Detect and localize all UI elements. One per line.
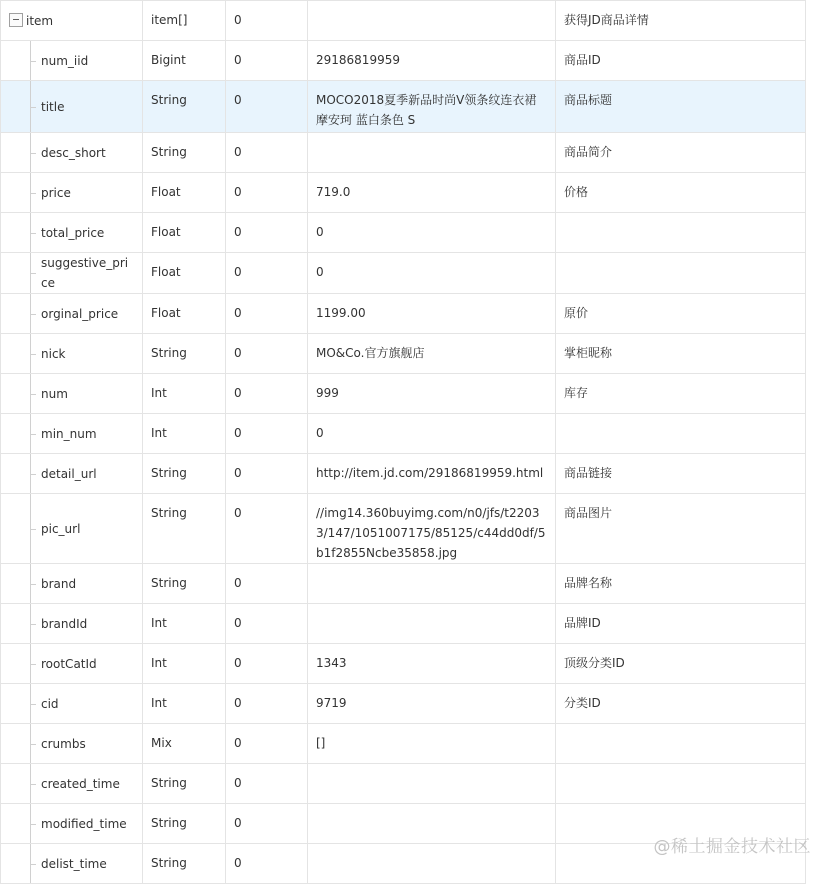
field-example [308, 764, 556, 804]
field-name-cell [1, 604, 143, 644]
field-example: 999 [308, 374, 556, 414]
field-type: String [143, 844, 226, 884]
table-row [1, 1, 806, 41]
field-type: Int [143, 374, 226, 414]
field-required: 0 [226, 644, 308, 684]
field-example: 29186819959 [308, 41, 556, 81]
table-row [1, 724, 806, 764]
field-name: brand [41, 576, 77, 591]
field-type: Float [143, 173, 226, 213]
table-row [1, 564, 806, 604]
collapse-icon[interactable] [9, 13, 23, 27]
field-description [556, 213, 806, 253]
field-required: 0 [226, 334, 308, 374]
field-type: String [143, 81, 226, 133]
field-name: min_num [41, 426, 97, 441]
field-required: 0 [226, 844, 308, 884]
field-example: MO&Co.官方旗舰店 [308, 334, 556, 374]
field-name-cell [1, 804, 143, 844]
field-required: 0 [226, 294, 308, 334]
field-example: [] [308, 724, 556, 764]
field-required: 0 [226, 494, 308, 564]
field-name-cell [1, 644, 143, 684]
field-name-cell [1, 414, 143, 454]
field-example: http://item.jd.com/29186819959.html [308, 454, 556, 494]
field-type: Int [143, 604, 226, 644]
field-required: 0 [226, 173, 308, 213]
table-row [1, 294, 806, 334]
field-name: modified_time [41, 816, 127, 831]
field-name-cell [1, 844, 143, 884]
field-type: Float [143, 294, 226, 334]
field-type: String [143, 494, 226, 564]
field-name: title [41, 99, 65, 114]
table-row [1, 334, 806, 374]
field-description: 商品标题 [556, 81, 806, 133]
field-description [556, 414, 806, 454]
field-description [556, 253, 806, 294]
field-name: crumbs [41, 736, 86, 751]
field-name: pic_url [41, 521, 81, 536]
field-example [308, 133, 556, 173]
field-description: 商品图片 [556, 494, 806, 564]
field-type: Float [143, 213, 226, 253]
field-name-cell [1, 213, 143, 253]
field-required: 0 [226, 804, 308, 844]
table-row [1, 374, 806, 414]
field-name-cell [1, 494, 143, 564]
field-example [308, 604, 556, 644]
field-name-cell [1, 334, 143, 374]
field-description [556, 724, 806, 764]
field-example: 0 [308, 253, 556, 294]
field-required: 0 [226, 253, 308, 294]
field-example: 9719 [308, 684, 556, 724]
field-description: 顶级分类ID [556, 644, 806, 684]
field-name-cell [1, 294, 143, 334]
table-row [1, 41, 806, 81]
field-name-cell [1, 173, 143, 213]
field-name-cell [1, 374, 143, 414]
field-required: 0 [226, 764, 308, 804]
field-required: 0 [226, 41, 308, 81]
field-type: String [143, 764, 226, 804]
field-type: Float [143, 253, 226, 294]
field-name-cell [1, 253, 143, 294]
field-name-cell [1, 454, 143, 494]
table-row [1, 454, 806, 494]
table-row [1, 764, 806, 804]
field-required: 0 [226, 564, 308, 604]
field-name-cell [1, 1, 143, 41]
field-description: 获得JD商品详情 [556, 1, 806, 41]
field-name: detail_url [41, 466, 97, 481]
field-name-cell [1, 684, 143, 724]
field-required: 0 [226, 604, 308, 644]
field-example [308, 1, 556, 41]
field-name: brandId [41, 616, 88, 631]
table-row [1, 414, 806, 454]
field-description: 品牌名称 [556, 564, 806, 604]
field-required: 0 [226, 724, 308, 764]
field-name: delist_time [41, 856, 107, 871]
field-type: Bigint [143, 41, 226, 81]
table-row [1, 253, 806, 294]
field-type: item[] [143, 1, 226, 41]
field-type: Int [143, 644, 226, 684]
field-required: 0 [226, 414, 308, 454]
field-name: nick [41, 346, 66, 361]
field-name: total_price [41, 225, 105, 240]
field-name-cell [1, 764, 143, 804]
field-example: MOCO2018夏季新品时尚V领条纹连衣裙摩安珂 蓝白条色 S [308, 81, 556, 133]
field-name: created_time [41, 776, 120, 791]
field-type: String [143, 133, 226, 173]
field-example: 0 [308, 213, 556, 253]
field-required: 0 [226, 213, 308, 253]
field-description: 商品链接 [556, 454, 806, 494]
field-name: suggestive_price [41, 256, 129, 290]
field-name: num [41, 386, 68, 401]
field-example [308, 564, 556, 604]
field-description: 库存 [556, 374, 806, 414]
field-example: 719.0 [308, 173, 556, 213]
field-description: 价格 [556, 173, 806, 213]
table-row [1, 494, 806, 564]
field-description: 原价 [556, 294, 806, 334]
field-name-cell [1, 133, 143, 173]
field-name-cell [1, 724, 143, 764]
field-name: cid [41, 696, 59, 711]
field-name-cell [1, 564, 143, 604]
field-required: 0 [226, 374, 308, 414]
field-type: Int [143, 684, 226, 724]
field-name: rootCatId [41, 656, 97, 671]
field-name-cell [1, 41, 143, 81]
field-required: 0 [226, 454, 308, 494]
field-example: 0 [308, 414, 556, 454]
field-required: 0 [226, 81, 308, 133]
table-row [1, 81, 806, 133]
table-row [1, 604, 806, 644]
field-description [556, 764, 806, 804]
table-row [1, 684, 806, 724]
field-name: price [41, 185, 71, 200]
field-example [308, 804, 556, 844]
field-example: 1343 [308, 644, 556, 684]
field-type: Mix [143, 724, 226, 764]
field-description: 商品ID [556, 41, 806, 81]
field-required: 0 [226, 133, 308, 173]
field-required: 0 [226, 1, 308, 41]
field-name: desc_short [41, 145, 106, 160]
table-row [1, 213, 806, 253]
field-description: 分类ID [556, 684, 806, 724]
field-description: 掌柜昵称 [556, 334, 806, 374]
field-type: String [143, 334, 226, 374]
table-row [1, 644, 806, 684]
field-name-cell [1, 81, 143, 133]
field-example [308, 844, 556, 884]
field-type: String [143, 454, 226, 494]
field-description: 品牌ID [556, 604, 806, 644]
table-row [1, 173, 806, 213]
field-type: String [143, 564, 226, 604]
table-row [1, 133, 806, 173]
watermark: @稀土掘金技术社区 [653, 837, 811, 857]
field-name: num_iid [41, 53, 89, 68]
field-type: String [143, 804, 226, 844]
field-name: orginal_price [41, 306, 119, 321]
field-type: Int [143, 414, 226, 454]
field-description: 商品简介 [556, 133, 806, 173]
field-name: item [26, 13, 54, 28]
field-example: //img14.360buyimg.com/n0/jfs/t22033/147/1051007175/85125/c44dd0df/5b1f2855Ncbe35858.jpg [308, 494, 556, 564]
field-required: 0 [226, 684, 308, 724]
field-example: 1199.00 [308, 294, 556, 334]
